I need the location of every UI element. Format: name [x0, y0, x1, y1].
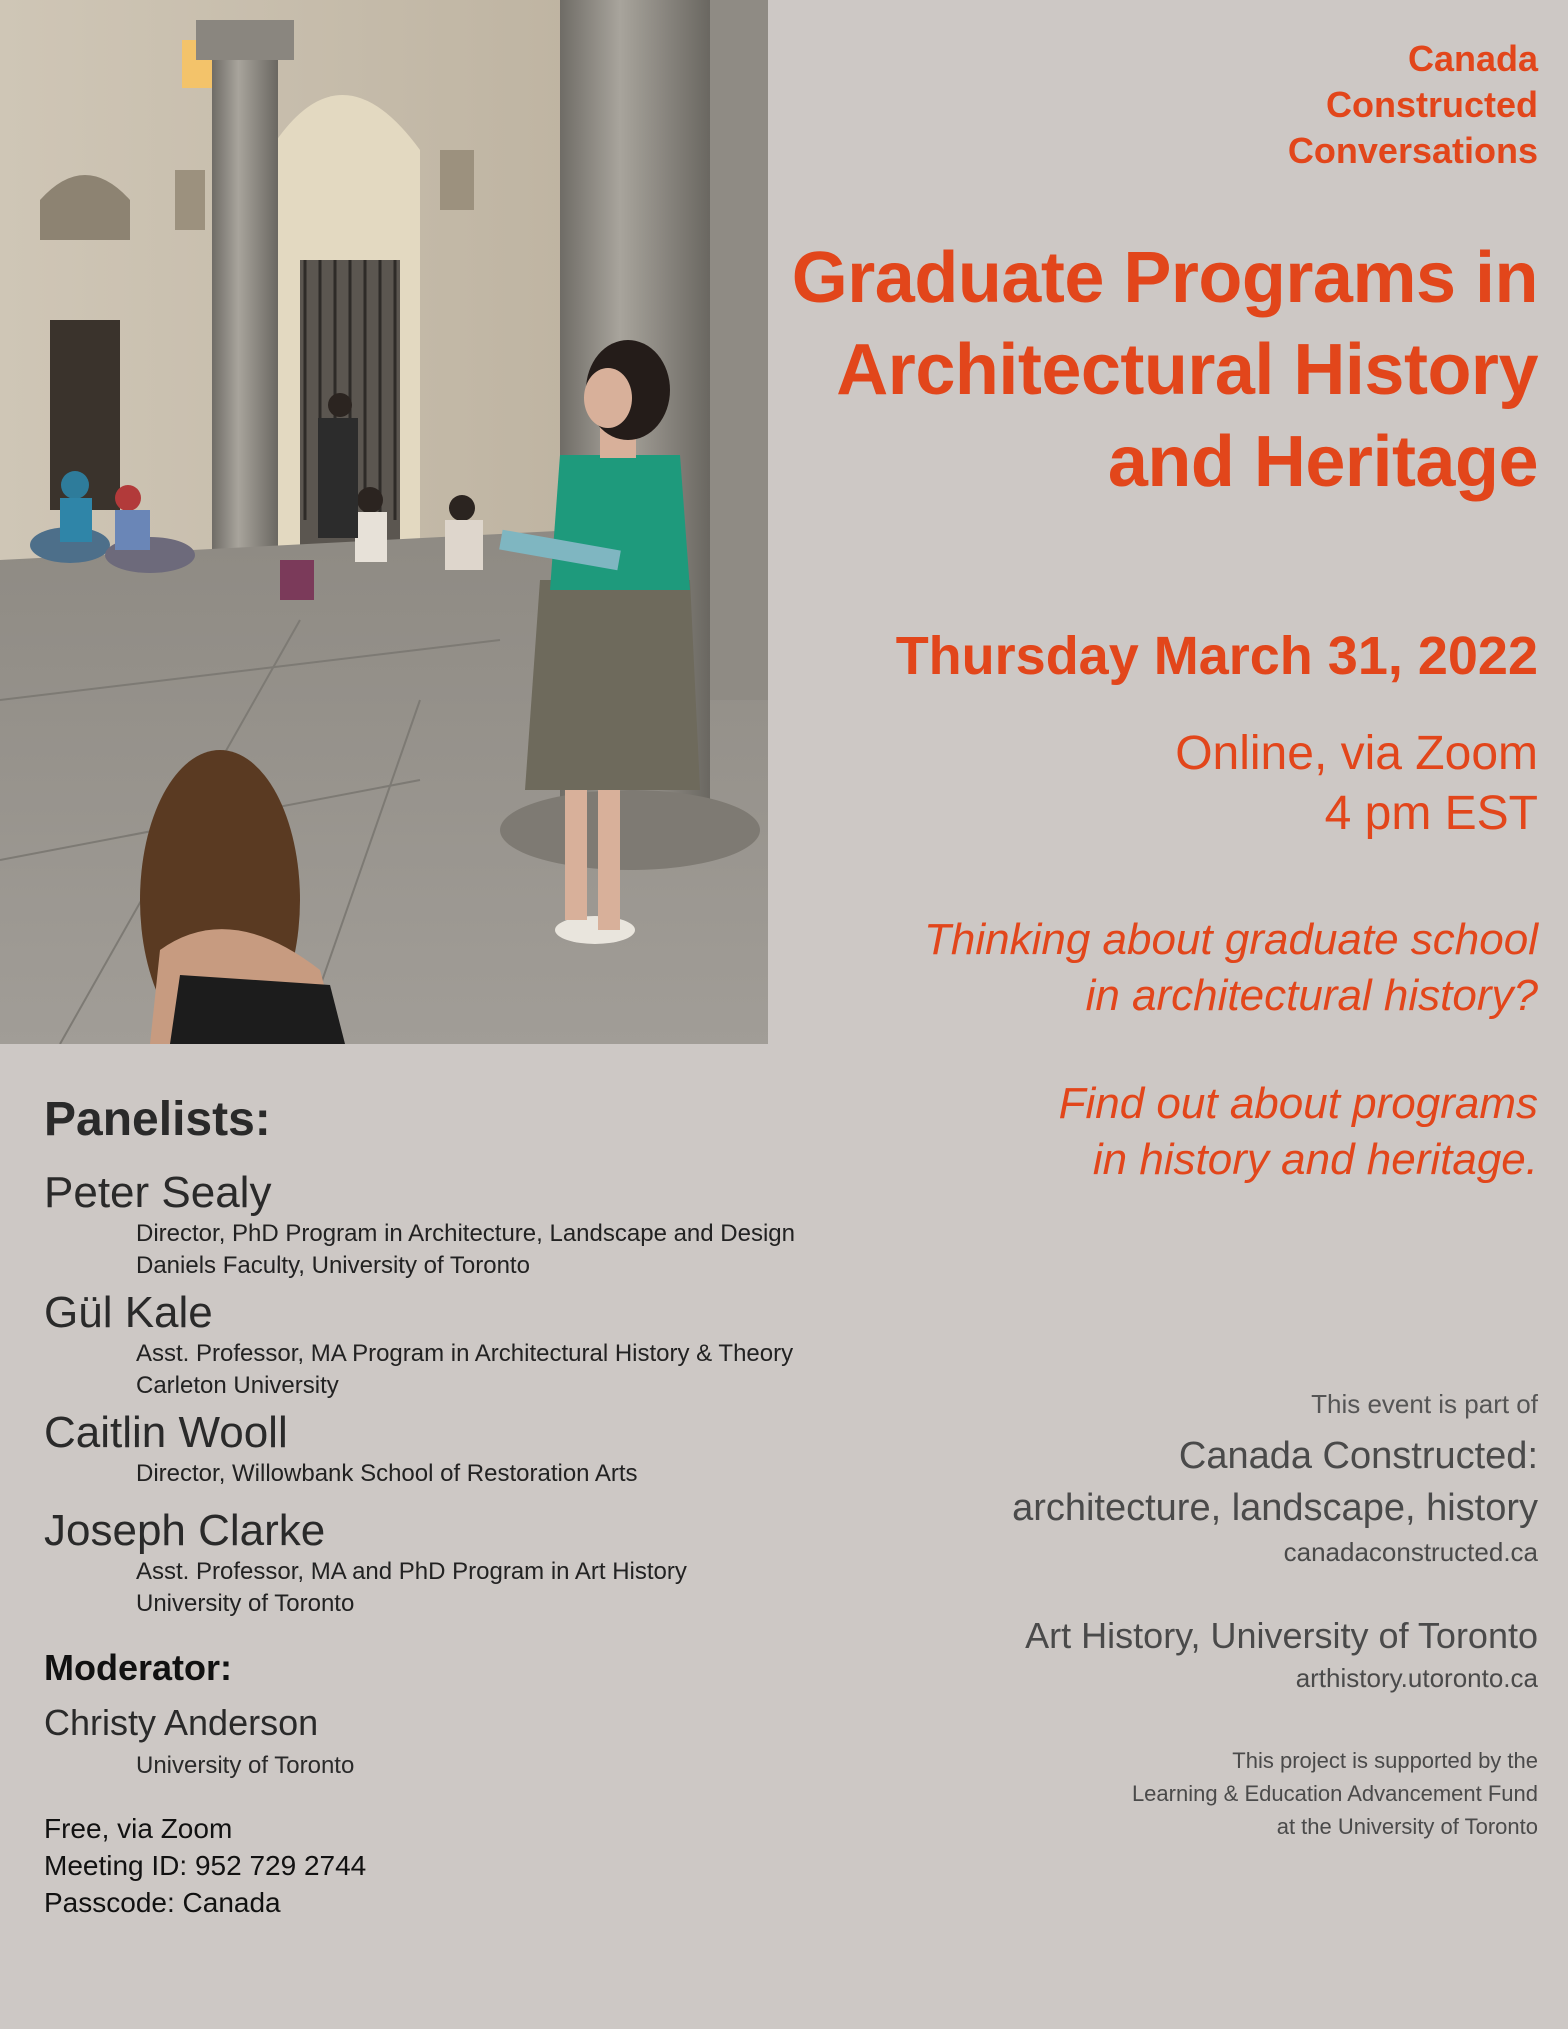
zoom-meeting-id: Meeting ID: 952 729 2744: [44, 1850, 367, 1881]
venue-time: 4 pm EST: [1324, 787, 1538, 840]
panelist-affiliation: Carleton University: [136, 1372, 339, 1399]
event-date: Thursday March 31, 2022: [895, 626, 1538, 686]
panelist: [44, 1288, 904, 1402]
tagline-text: in history and heritage.: [1092, 1135, 1538, 1184]
panelists-section: [44, 1090, 904, 1921]
panelist-role: Asst. Professor, MA Program in Architectural History & Theory: [136, 1340, 794, 1367]
series-line: Conversations: [1287, 130, 1538, 171]
cc-line: Canada Constructed:: [1178, 1435, 1538, 1477]
series-name: [1288, 36, 1538, 174]
cc-line: architecture, landscape, history: [1012, 1487, 1538, 1529]
series-line: Constructed: [1325, 84, 1538, 125]
courtyard-photo: [0, 0, 768, 1044]
zoom-passcode: Passcode: Canada: [44, 1887, 281, 1918]
panelist-name: Caitlin Wooll: [44, 1408, 288, 1457]
panelists-heading: Panelists:: [44, 1093, 271, 1146]
support-note: [1012, 1744, 1538, 1843]
panelist: [44, 1168, 904, 1282]
part-of-label: This event is part of: [1311, 1389, 1538, 1419]
zoom-free-line: Free, via Zoom: [44, 1813, 233, 1844]
art-history-link[interactable]: arthistory.utoronto.ca: [1295, 1663, 1538, 1693]
art-history-name: Art History, University of Toronto: [1025, 1615, 1538, 1656]
moderator-heading: Moderator:: [44, 1647, 232, 1688]
tagline-text: in architectural history?: [1085, 971, 1538, 1020]
panelist-role: Director, Willowbank School of Restoration Arts: [136, 1460, 638, 1487]
panelist: [44, 1506, 904, 1620]
zoom-details: [44, 1810, 904, 1921]
panelist: [44, 1408, 904, 1490]
canada-constructed-name: [1012, 1430, 1538, 1534]
support-line: Learning & Education Advancement Fund: [1131, 1781, 1538, 1806]
venue-line: Online, via Zoom: [1175, 727, 1538, 780]
title-line: Architectural History: [836, 330, 1538, 410]
tagline-text: Find out about programs: [1058, 1079, 1538, 1128]
event-venue: [1175, 724, 1538, 844]
moderator-affiliation: University of Toronto: [136, 1752, 355, 1779]
moderator-name: Christy Anderson: [44, 1702, 319, 1743]
series-line: Canada: [1407, 38, 1538, 79]
courtyard-illustration: [0, 0, 768, 1044]
panelist-affiliation: University of Toronto: [136, 1590, 355, 1617]
tagline-text: Thinking about graduate school: [924, 915, 1538, 964]
panelist-name: Joseph Clarke: [44, 1506, 326, 1555]
title-line: and Heritage: [1107, 422, 1538, 502]
sponsor-info: [1012, 1386, 1538, 1843]
panelist-name: Peter Sealy: [44, 1168, 272, 1217]
panelist-role: Director, PhD Program in Architecture, Landscape and Design: [136, 1220, 796, 1247]
panelist-affiliation: Daniels Faculty, University of Toronto: [136, 1252, 530, 1279]
support-line: at the University of Toronto: [1276, 1814, 1538, 1839]
canada-constructed-link[interactable]: canadaconstructed.ca: [1283, 1537, 1538, 1567]
tagline-answer: [924, 1076, 1538, 1188]
support-line: This project is supported by the: [1232, 1748, 1538, 1773]
event-title: [792, 232, 1538, 508]
tagline: [924, 912, 1538, 1240]
panelist-name: Gül Kale: [44, 1288, 213, 1337]
tagline-question: [924, 912, 1538, 1024]
panelist-role: Asst. Professor, MA and PhD Program in Art History: [136, 1558, 687, 1585]
title-line: Graduate Programs in: [791, 238, 1538, 318]
